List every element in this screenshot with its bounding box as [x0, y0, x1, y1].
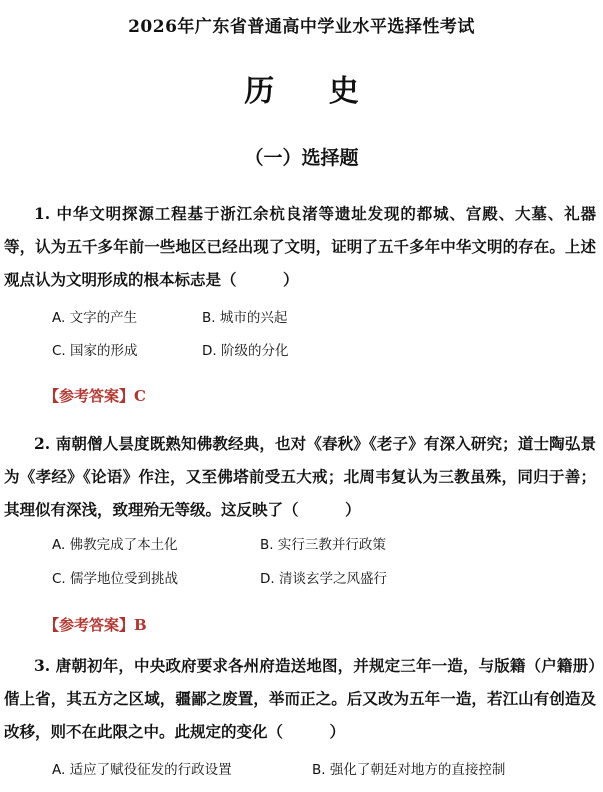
question-stem: 1. 中华文明探源工程基于浙江余杭良渚等遗址发现的都城、宫殿、大墓、礼器等，认为五千多年前一些地区已经出现了文明，证明了五千多年中华文明的存在。上述观点认为文明形成的根本标志是（ ） — [4, 204, 596, 289]
exam-title: 2026年广东省普通高中学业水平选择性考试 — [128, 17, 475, 37]
option-b: B. 实行三教并行政策 — [260, 537, 386, 553]
question-stem: 3. 唐朝初年，中央政府要求各州府造送地图，并规定三年一造，与版籍（户籍册）偕上省，其五方之区域，疆鄙之废置，举而正之。后又改为五年一造，若江山有创造及改移，则不在此限之中。此规定的变化（ ） — [4, 656, 596, 741]
option-b: B. 强化了朝廷对地方的直接控制 — [312, 762, 506, 778]
answer-label: 【参考答案】C — [44, 387, 146, 405]
option-a: A. 佛教完成了本土化 — [52, 537, 178, 553]
option-c: C. 国家的形成 — [52, 343, 138, 359]
subject-title: 历 史 — [244, 74, 381, 109]
question-3 — [4, 649, 596, 792]
option-b: B. 城市的兴起 — [202, 310, 288, 326]
option-list — [4, 300, 596, 366]
option-a: A. 适应了赋役征发的行政设置 — [52, 762, 232, 778]
option-a: A. 文字的产生 — [52, 310, 138, 326]
option-list — [4, 530, 596, 596]
section-title: （一）选择题 — [244, 147, 359, 169]
question-2 — [4, 427, 596, 634]
question-1 — [4, 197, 596, 405]
option-c: C. 儒学地位受到挑战 — [52, 571, 179, 587]
option-d: D. 清谈玄学之风盛行 — [260, 571, 387, 587]
option-d: D. 阶级的分化 — [202, 343, 289, 359]
option-list — [4, 752, 596, 792]
question-stem: 2. 南朝僧人昙度既熟知佛教经典，也对《春秋》《老子》有深入研究；道士陶弘景为《孝经》《论语》作注，又至佛塔前受五大戒；北周韦复认为三教虽殊，同归于善；其理似有深浅，致理殆无等级。这反映了（ ） — [4, 434, 596, 519]
answer-label: 【参考答案】B — [44, 616, 147, 634]
